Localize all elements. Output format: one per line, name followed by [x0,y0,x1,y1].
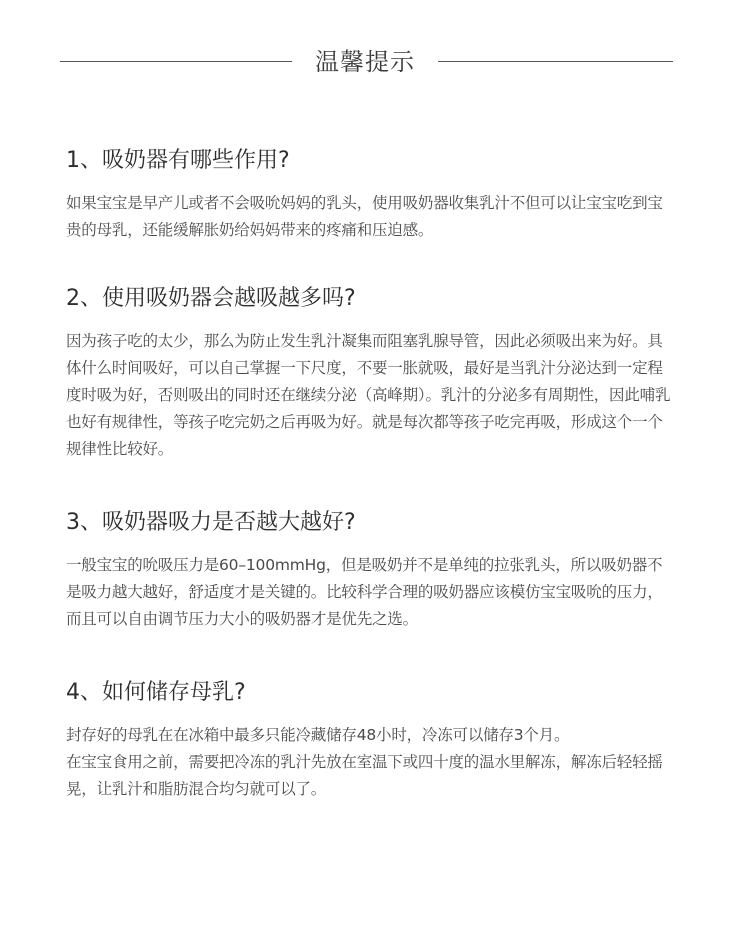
faq-answer-4 [66,722,676,803]
faq-answer-paragraph: 一般宝宝的吮吸压力是60–100mmHg，但是吸奶并不是单纯的拉张乳头，所以吸奶器不是吸力越大越好，舒适度才是关键的。比较科学合理的吸奶器应该模仿宝宝吸吮的压力，而且可以自由调节压力大小的吸奶器才是优先之选。 [66,556,663,628]
page-header [0,40,730,84]
faq-answer-2 [66,328,676,463]
faq-question-2: 2、使用吸奶器会越吸越多吗? [66,286,356,311]
faq-answer-paragraph: 如果宝宝是早产儿或者不会吸吮妈妈的乳头，使用吸奶器收集乳汁不但可以让宝宝吃到宝贵的母乳，还能缓解胀奶给妈妈带来的疼痛和压迫感。 [66,194,663,239]
faq-question-3: 3、吸奶器吸力是否越大越好? [66,510,356,535]
header-divider-right [438,61,673,62]
faq-section-3 [66,508,676,633]
header-divider-left [60,61,292,62]
faq-answer-paragraph: 在宝宝食用之前，需要把冷冻的乳汁先放在室温下或四十度的温水里解冻，解冻后轻轻摇晃，让乳汁和脂肪混合均匀就可以了。 [66,753,663,798]
faq-answer-paragraph: 因为孩子吃的太少，那么为防止发生乳汁凝集而阻塞乳腺导管，因此必须吸出来为好。具体什么时间吸好，可以自己掌握一下尺度，不要一胀就吸，最好是当乳汁分泌达到一定程度时吸为好，否则吸出的同时还在继续分泌（高峰期）。乳汁的分泌多有周期性，因此哺乳也好有规律性，等孩子吃完奶之后再吸为好。就是每次都等孩子吃完再吸，形成这个一个规律性比较好。 [66,332,671,458]
faq-section-4 [66,678,676,803]
page-title: 温馨提示 [315,48,415,76]
faq-answer-paragraph: 封存好的母乳在在冰箱中最多只能冷藏储存48小时，冷冻可以储存3个月。 [66,726,570,744]
faq-section-1 [66,146,676,244]
faq-question-4: 4、如何储存母乳? [66,680,246,705]
faq-answer-1 [66,190,676,244]
faq-section-2 [66,284,676,463]
faq-answer-3 [66,552,676,633]
faq-question-1: 1、吸奶器有哪些作用? [66,148,290,173]
